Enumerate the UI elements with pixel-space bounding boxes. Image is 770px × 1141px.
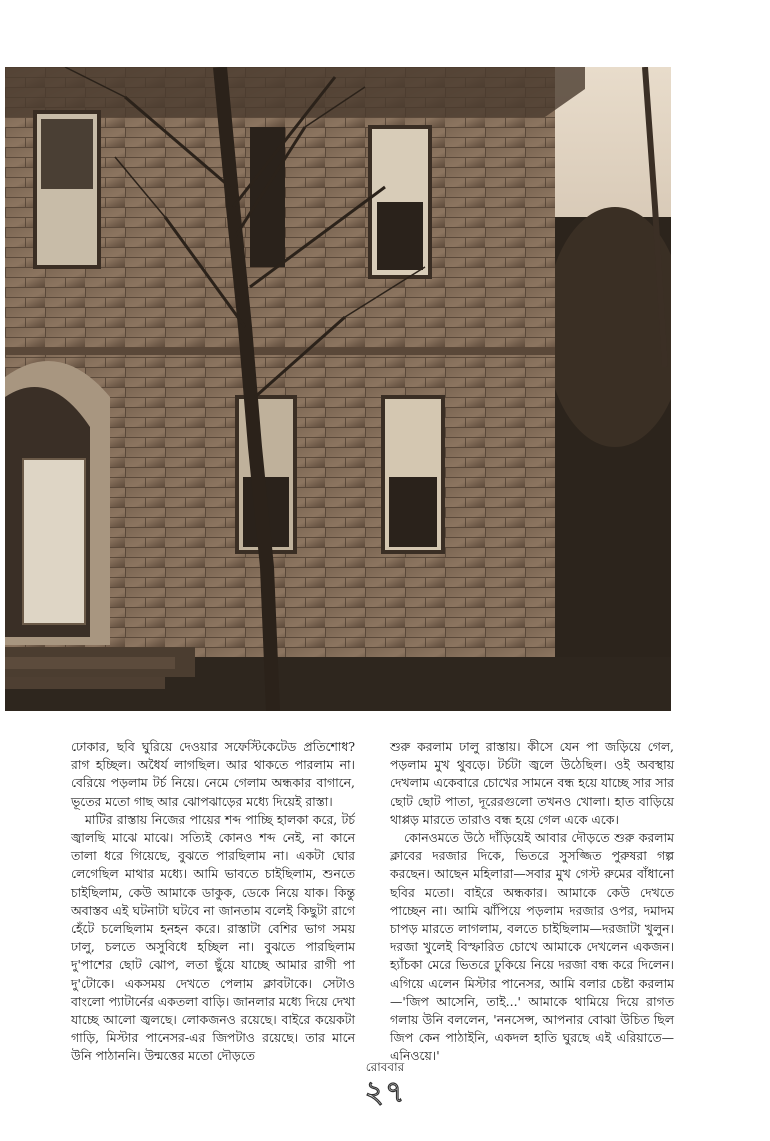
page-number: ২৭: [364, 1075, 406, 1110]
paragraph: মাটির রাস্তায় নিজের পায়ের শব্দ পাচ্ছি হালকা করে, টর্চ জ্বালছি মাঝে মাঝে। সত্যিই কোনও শব্দ নেই, না কানে তালা ধরে গিয়েছে, বুঝতে পারছিলাম না। একটা ঘোর লেগেছিল মাথার মধ্যে। আমি ভাবতে চাইছিলাম, শুনতে চাইছিলাম, কেউ আমাকে ডাকুক, ডেকে নিয়ে যাক। কিন্তু অবাস্তব এই ঘটনাটা ঘটবে না জানতাম বলেই কিছুটা রাগে হেঁটে চলেছিলাম হনহন করে। রাস্তাটা বেশির ভাগ সময় ঢালু, চলতে অসুবিধে হচ্ছিল না। বুঝতে পারছিলাম দু'পাশের ছোট ঝোপ, লতা ছুঁয়ে যাচ্ছে আমার রাগী পা দু'টোকে। একসময় দেখতে পেলাম ক্লাবটাকে। সেটাও বাংলো প্যাটার্নের একতলা বাড়ি। জানলার মধ্যে দিয়ে দেখা যাচ্ছে আলো জ্বলছে। লোকজনও রয়েছে। বাইরে কয়েকটা গাড়ি, মিস্টার পানেসর-এর জিপটাও রয়েছে। তার মানে উনি পাঠাননি। উন্মত্তের মতো দৌড়তে: [71, 811, 355, 1064]
paragraph: কোনওমতে উঠে দাঁড়িয়েই আবার দৌড়তে শুরু করলাম ক্লাবের দরজার দিকে, ভিতরে সুসজ্জিত পুরুষরা গল্প করছেন। আছেন মহিলারা—সবার মুখ গেস্ট রুমের বাঁধানো ছবির মতো। বাইরে অন্ধকার। আমাকে কেউ দেখতে পাচ্ছেন না। আমি ঝাঁপিয়ে পড়লাম দরজার ওপর, দমাদম চাপড় মারতে লাগলাম, বলতে চাইছিলাম—দরজাটা খুলুন। দরজা খুলেই বিস্ফারিত চোখে আমাকে দেখলেন একজন। হ্যাঁচকা মেরে ভিতরে ঢুকিয়ে নিয়ে দরজা বন্ধ করে দিলেন। এগিয়ে এলেন মিস্টার পানেসর, আমি বলার চেষ্টা করলাম—'জিপ আসেনি, তাই...' আমাকে থামিয়ে দিয়ে রাগত গলায় উনি বললেন, 'ননসেন্স, আপনার বোঝা উচিত ছিল জিপ কেন পাঠাইনি, একদল হাতি ঘুরছে এই এরিয়াতে—এনিওয়ে।': [390, 830, 674, 1064]
paragraph: শুরু করলাম ঢালু রাস্তায়। কীসে যেন পা জড়িয়ে গেল, পড়লাম মুখ থুবড়ে। টর্চটা জ্বলে উঠেছিল। ওই অবস্থায় দেখলাম একেবারে চোখের সামনে বন্ধ হয়ে যাচ্ছে সার সার ছোট ছোট পাতা, দূরেরগুলো তখনও খোলা। হাত বাড়িয়ে থাপ্পড় মারতে তারাও বন্ধ হয়ে গেল একে একে।: [390, 739, 674, 827]
article-column-left: [71, 738, 355, 1066]
paragraph: ঢোকার, ছবি ঘুরিয়ে দেওয়ার সফেস্টিকেটেড প্রতিশোধ? রাগ হচ্ছিল। অধৈর্য লাগছিল। আর থাকতে পারলাম না। বেরিয়ে পড়লাম টর্চ নিয়ে। নেমে গেলাম অন্ধকার বাগানে, ভূতের মতো গাছ আর ঝোপঝাড়ের মধ্যে দিয়েই রাস্তা।: [71, 739, 355, 809]
magazine-name: রোববার: [365, 1060, 405, 1074]
article-photo: [5, 67, 671, 711]
article-column-right: [390, 738, 674, 1066]
